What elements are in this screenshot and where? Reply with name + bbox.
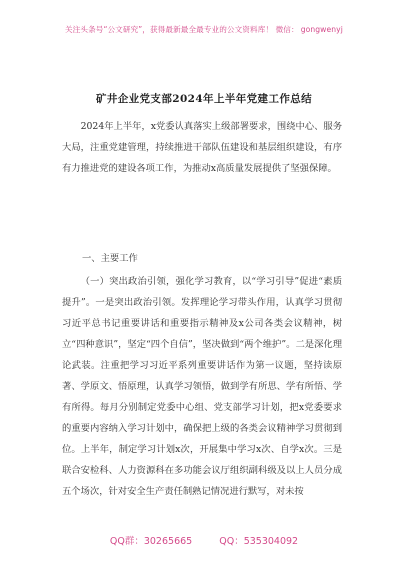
wechat-id: gongwenyj: [300, 25, 343, 34]
promo-text: 关注头条号“公文研究”，获得最新最全最专业的公文资料库！ 微信：: [64, 25, 299, 34]
document-title: 矿井企业党支部2024年上半年党建工作总结: [95, 93, 313, 105]
qq-group: QQ群：30265665: [109, 536, 193, 547]
footer-contact: [0, 533, 408, 547]
section1-paragraph: （一）突出政治引领，强化学习教育，以“学习引导”促进“素质提升”。一是突出政治引领。发挥理论学习带头作用，认真学习贯彻习近平总书记重要讲话和重要指示精神及x公司各类会议精神，树立“四种意识”，坚定“四个自信”，坚决做到“两个维护”。二是深化理论武装。注重把学习习近平系列重要讲话作为第一议题，坚持读原著、学原文、悟原理，认真学习领悟，做到学有所思、学有所悟、学有所得。每月分别制定党委中心组、党支部学习计划，把x党委要求的重要内容纳入学习计划中，确保把上级的各类会议精神学习贯彻到位。上半年，制定学习计划x次，开展集中学习x次、自学x次。三是联合安检科、人力资源科在多功能会议厅组织副科级及以上人员分成五个场次，针对安全生产责任制熟记情况进行默写，对未按: [62, 276, 342, 497]
section1-block: [62, 271, 342, 502]
intro-paragraph: 2024年上半年，x党委认真落实上级部署要求，围绕中心、服务大局，注重党建管理，持续推进干部队伍建设和基层组织建设，有序有力推进党的建设各项工作，为推动x高质量发展提供了坚强保障。: [62, 121, 342, 174]
section-heading: 一、主要工作: [82, 253, 138, 264]
qq-number: QQ：535304092: [219, 536, 299, 547]
header-promo: [0, 24, 408, 35]
intro-block: [62, 116, 342, 179]
